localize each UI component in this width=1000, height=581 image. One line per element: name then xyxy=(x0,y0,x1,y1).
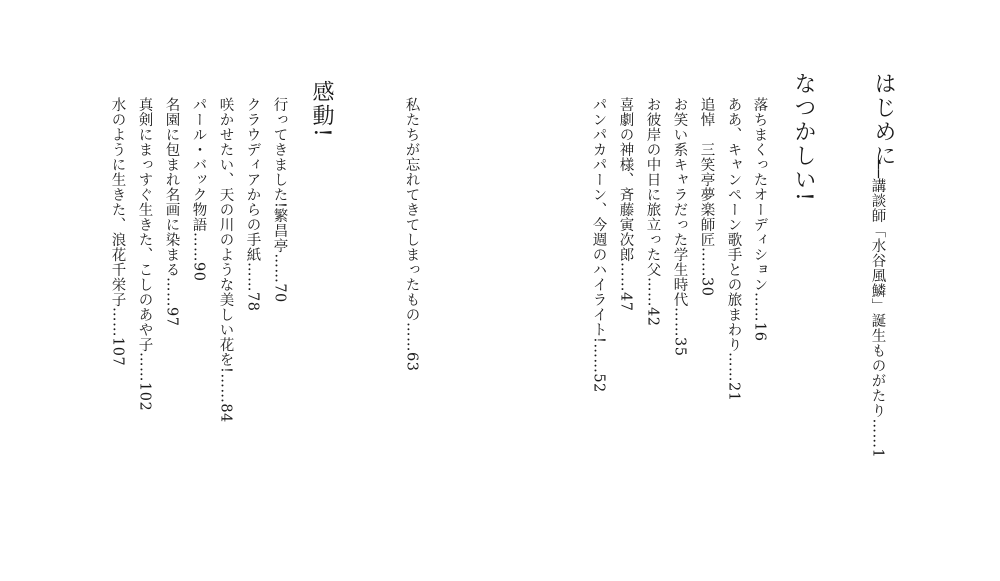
toc-entry: クラウディアからの手紙……78 xyxy=(244,97,261,312)
toc-entry: パンパカパーン、今週のハイライト!……52 xyxy=(590,97,607,393)
toc-entry: 咲かせたい、天の川のような美しい花を!……84 xyxy=(217,97,234,423)
toc-entry: 追悼 三笑亭夢楽師匠……30 xyxy=(698,97,715,297)
toc-entry: 水のように生きた、浪花千栄子……107 xyxy=(109,97,126,367)
toc-entry: パール・バック物語……90 xyxy=(190,97,207,282)
toc-entry: お笑い系キャラだった学生時代……35 xyxy=(671,97,688,357)
section-title-moved: 感動! xyxy=(309,80,334,139)
preface-title: はじめに xyxy=(871,72,896,168)
toc-entry: ああ、キャンペーン歌手との旅まわり……21 xyxy=(725,97,742,402)
toc-entry: 名園に包まれ名画に染まる……97 xyxy=(163,97,180,327)
toc-entry: 真剣にまっすぐ生きた、こしのあや子……102 xyxy=(136,97,153,412)
section-title-nostalgic: なつかしい! xyxy=(791,72,816,203)
toc-entry: 行ってきました!繁昌亭……70 xyxy=(271,97,288,303)
toc-entry: 落ちまくったオーディション……16 xyxy=(751,97,768,342)
toc-entry: 喜劇の神様、斉藤寅次郎……47 xyxy=(617,97,634,312)
toc-entry: 私たちが忘れてきてしまったもの……63 xyxy=(403,97,420,372)
toc-entry: お彼岸の中日に旅立った父……42 xyxy=(644,97,661,327)
preface-subtitle: ──講談師「水谷風鱗」誕生ものがたり……1 xyxy=(869,160,886,459)
